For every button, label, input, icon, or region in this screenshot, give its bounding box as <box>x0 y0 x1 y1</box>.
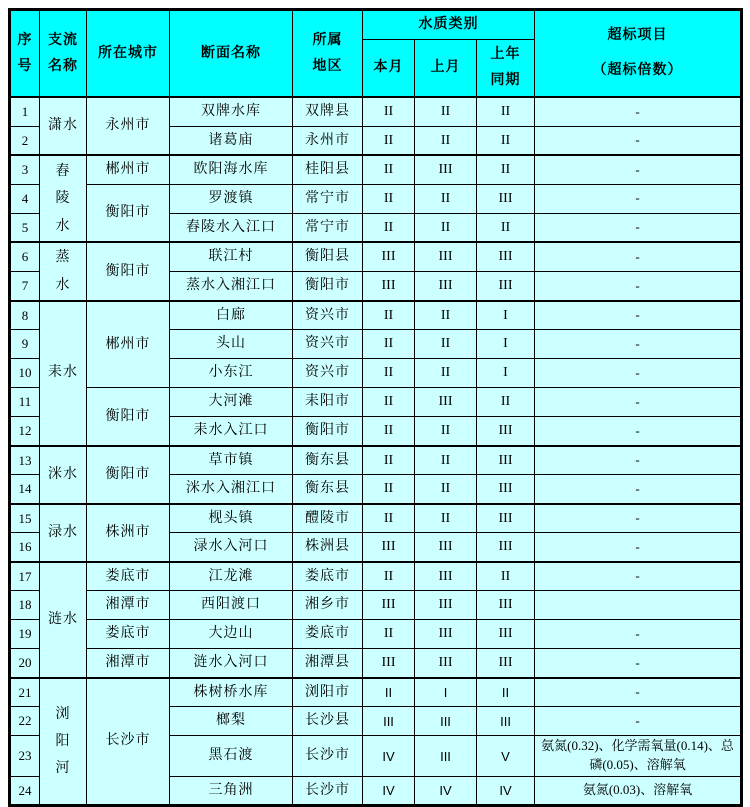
cell-quality-last-month: III <box>415 533 477 562</box>
cell-quality-last-year: III <box>477 184 535 213</box>
cell-seq: 24 <box>10 777 40 806</box>
cell-city: 衡阳市 <box>87 446 170 504</box>
cell-quality-last-year: IV <box>477 777 535 806</box>
cell-quality-this-month: III <box>363 707 415 736</box>
tributary-char: 河 <box>55 761 71 777</box>
cell-quality-this-month: IV <box>363 736 415 777</box>
cell-tributary <box>40 242 87 301</box>
cell-city: 郴州市 <box>87 301 170 388</box>
cell-region: 永州市 <box>293 126 363 155</box>
cell-city: 长沙市 <box>87 678 170 806</box>
cell-tributary: 涟水 <box>40 562 87 678</box>
cell-quality-last-year: III <box>477 649 535 678</box>
table-header <box>10 10 742 98</box>
cell-quality-this-month: III <box>363 649 415 678</box>
table-row <box>10 620 742 649</box>
header-quality-group: 水质类别 <box>363 10 535 40</box>
cell-region: 资兴市 <box>293 359 363 388</box>
tributary-char: 陵 <box>55 191 71 207</box>
cell-quality-last-year: V <box>477 736 535 777</box>
cell-seq: 6 <box>10 242 40 271</box>
cell-section: 草市镇 <box>170 446 293 475</box>
cell-section: 耒水入江口 <box>170 417 293 446</box>
table-row <box>10 242 742 271</box>
cell-seq: 2 <box>10 126 40 155</box>
cell-region: 长沙市 <box>293 777 363 806</box>
cell-quality-this-month: III <box>363 272 415 301</box>
cell-city: 湘潭市 <box>87 591 170 620</box>
cell-quality-last-year: I <box>477 301 535 330</box>
cell-city: 郴州市 <box>87 155 170 184</box>
cell-quality-this-month: II <box>363 446 415 475</box>
cell-quality-last-year: II <box>477 126 535 155</box>
table-row <box>10 446 742 475</box>
water-quality-table <box>8 8 743 807</box>
cell-exceed-items: - <box>535 359 742 388</box>
cell-seq: 7 <box>10 272 40 301</box>
cell-quality-this-month: II <box>363 678 415 707</box>
cell-quality-last-year: II <box>477 155 535 184</box>
cell-section: 白廊 <box>170 301 293 330</box>
cell-quality-last-month: III <box>415 242 477 271</box>
cell-quality-this-month: II <box>363 562 415 591</box>
cell-exceed-items: - <box>535 562 742 591</box>
cell-quality-last-year: III <box>477 446 535 475</box>
cell-seq: 21 <box>10 678 40 707</box>
header-exceed-line2: （超标倍数） <box>592 63 683 79</box>
cell-seq: 20 <box>10 649 40 678</box>
cell-region: 耒阳市 <box>293 388 363 417</box>
cell-quality-last-month: I <box>415 678 477 707</box>
cell-quality-last-month: III <box>415 272 477 301</box>
cell-section: 大边山 <box>170 620 293 649</box>
cell-quality-this-month: II <box>363 126 415 155</box>
cell-exceed-items: - <box>535 213 742 242</box>
cell-quality-this-month: III <box>363 591 415 620</box>
cell-quality-this-month: II <box>363 184 415 213</box>
tributary-char: 水 <box>55 277 71 293</box>
table-row <box>10 97 742 126</box>
cell-quality-last-month: II <box>415 475 477 504</box>
cell-seq: 16 <box>10 533 40 562</box>
cell-quality-last-month: II <box>415 359 477 388</box>
cell-seq: 4 <box>10 184 40 213</box>
cell-section: 大河滩 <box>170 388 293 417</box>
cell-quality-last-year: III <box>477 504 535 533</box>
cell-quality-last-month: III <box>415 620 477 649</box>
cell-quality-last-year: III <box>477 475 535 504</box>
tributary-char: 蒸 <box>55 250 71 266</box>
cell-region: 常宁市 <box>293 184 363 213</box>
cell-seq: 5 <box>10 213 40 242</box>
cell-city: 永州市 <box>87 97 170 155</box>
cell-region: 资兴市 <box>293 301 363 330</box>
cell-quality-last-year: III <box>477 417 535 446</box>
cell-city: 湘潭市 <box>87 649 170 678</box>
cell-city: 衡阳市 <box>87 242 170 301</box>
cell-region: 娄底市 <box>293 620 363 649</box>
cell-exceed-items: - <box>535 272 742 301</box>
cell-quality-last-year: I <box>477 359 535 388</box>
cell-exceed-items: - <box>535 388 742 417</box>
cell-region: 长沙县 <box>293 707 363 736</box>
cell-section: 蒸水入湘江口 <box>170 272 293 301</box>
cell-seq: 8 <box>10 301 40 330</box>
cell-quality-this-month: II <box>363 359 415 388</box>
cell-exceed-items: - <box>535 155 742 184</box>
cell-quality-this-month: II <box>363 620 415 649</box>
header-seq: 序号 <box>10 10 40 98</box>
cell-section: 小东江 <box>170 359 293 388</box>
cell-city: 株洲市 <box>87 504 170 562</box>
cell-city: 娄底市 <box>87 620 170 649</box>
cell-quality-last-month: III <box>415 649 477 678</box>
cell-section: 三角洲 <box>170 777 293 806</box>
header-exceed-line1: 超标项目 <box>607 28 668 44</box>
cell-quality-this-month: II <box>363 417 415 446</box>
cell-seq: 23 <box>10 736 40 777</box>
cell-quality-this-month: II <box>363 301 415 330</box>
cell-city: 衡阳市 <box>87 388 170 446</box>
cell-quality-last-year: III <box>477 242 535 271</box>
cell-quality-this-month: II <box>363 388 415 417</box>
tributary-char: 阳 <box>55 733 71 749</box>
cell-exceed-items: - <box>535 417 742 446</box>
cell-quality-last-year: III <box>477 272 535 301</box>
cell-seq: 17 <box>10 562 40 591</box>
cell-quality-last-month: II <box>415 126 477 155</box>
cell-exceed-items: - <box>535 707 742 736</box>
table-body <box>10 97 742 805</box>
cell-exceed-items: - <box>535 504 742 533</box>
cell-quality-last-year: III <box>477 707 535 736</box>
cell-region: 湘乡市 <box>293 591 363 620</box>
cell-quality-last-year: II <box>477 562 535 591</box>
cell-seq: 11 <box>10 388 40 417</box>
cell-city: 衡阳市 <box>87 184 170 242</box>
cell-city: 娄底市 <box>87 562 170 591</box>
cell-exceed-items: - <box>535 242 742 271</box>
cell-quality-last-year: III <box>477 591 535 620</box>
cell-section: 联江村 <box>170 242 293 271</box>
header-exceed <box>535 10 742 98</box>
cell-exceed-items: - <box>535 446 742 475</box>
cell-tributary <box>40 678 87 806</box>
cell-seq: 3 <box>10 155 40 184</box>
cell-section: 头山 <box>170 330 293 359</box>
cell-exceed-items: - <box>535 620 742 649</box>
cell-quality-this-month: III <box>363 242 415 271</box>
cell-quality-last-month: III <box>415 155 477 184</box>
cell-exceed-items: - <box>535 184 742 213</box>
cell-quality-this-month: II <box>363 213 415 242</box>
cell-quality-last-month: IV <box>415 777 477 806</box>
cell-exceed-items: - <box>535 97 742 126</box>
cell-section: 西阳渡口 <box>170 591 293 620</box>
cell-quality-last-year: III <box>477 620 535 649</box>
header-section: 断面名称 <box>170 10 293 98</box>
cell-quality-last-year: II <box>477 388 535 417</box>
cell-quality-last-month: II <box>415 97 477 126</box>
cell-exceed-items: - <box>535 330 742 359</box>
cell-region: 湘潭县 <box>293 649 363 678</box>
cell-quality-last-month: III <box>415 562 477 591</box>
cell-quality-last-year: I <box>477 330 535 359</box>
cell-quality-last-month: III <box>415 591 477 620</box>
cell-quality-this-month: III <box>363 533 415 562</box>
cell-section: 双牌水库 <box>170 97 293 126</box>
table-row <box>10 562 742 591</box>
cell-seq: 12 <box>10 417 40 446</box>
cell-quality-last-year: II <box>477 97 535 126</box>
cell-seq: 13 <box>10 446 40 475</box>
header-last-year-period: 上年同期 <box>477 39 535 97</box>
cell-region: 衡东县 <box>293 475 363 504</box>
cell-quality-last-month: III <box>415 736 477 777</box>
tributary-char: 舂 <box>55 163 71 179</box>
cell-quality-this-month: II <box>363 475 415 504</box>
cell-section: 渌水入河口 <box>170 533 293 562</box>
cell-region: 衡阳县 <box>293 242 363 271</box>
cell-section: 株树桥水库 <box>170 678 293 707</box>
cell-region: 浏阳市 <box>293 678 363 707</box>
cell-exceed-items: - <box>535 649 742 678</box>
cell-region: 娄底市 <box>293 562 363 591</box>
cell-exceed-items: - <box>535 533 742 562</box>
cell-exceed-items: - <box>535 475 742 504</box>
table-row <box>10 504 742 533</box>
cell-section: 枧头镇 <box>170 504 293 533</box>
header-tributary: 支流名称 <box>40 10 87 98</box>
cell-quality-this-month: II <box>363 155 415 184</box>
cell-region: 常宁市 <box>293 213 363 242</box>
cell-region: 醴陵市 <box>293 504 363 533</box>
cell-region: 双牌县 <box>293 97 363 126</box>
cell-region: 桂阳县 <box>293 155 363 184</box>
cell-quality-last-year: II <box>477 678 535 707</box>
table-row <box>10 155 742 184</box>
table-row <box>10 591 742 620</box>
cell-exceed-items: - <box>535 301 742 330</box>
table-row <box>10 388 742 417</box>
table-row <box>10 184 742 213</box>
cell-region: 株洲县 <box>293 533 363 562</box>
cell-seq: 9 <box>10 330 40 359</box>
cell-tributary <box>40 155 87 242</box>
cell-section: 榔梨 <box>170 707 293 736</box>
cell-region: 资兴市 <box>293 330 363 359</box>
cell-quality-this-month: II <box>363 97 415 126</box>
cell-seq: 18 <box>10 591 40 620</box>
cell-tributary: 洣水 <box>40 446 87 504</box>
cell-tributary: 渌水 <box>40 504 87 562</box>
cell-quality-this-month: II <box>363 330 415 359</box>
cell-section: 诸葛庙 <box>170 126 293 155</box>
cell-quality-this-month: II <box>363 504 415 533</box>
cell-quality-last-month: II <box>415 417 477 446</box>
cell-quality-last-month: II <box>415 330 477 359</box>
cell-section: 舂陵水入江口 <box>170 213 293 242</box>
header-row-top <box>10 10 742 40</box>
table-row <box>10 649 742 678</box>
table-row <box>10 301 742 330</box>
header-city: 所在城市 <box>87 10 170 98</box>
cell-seq: 15 <box>10 504 40 533</box>
cell-section: 江龙滩 <box>170 562 293 591</box>
cell-exceed-items: 氨氮(0.32)、化学需氧量(0.14)、总磷(0.05)、溶解氧 <box>535 736 742 777</box>
cell-seq: 19 <box>10 620 40 649</box>
cell-quality-last-month: III <box>415 707 477 736</box>
cell-quality-last-year: II <box>477 213 535 242</box>
cell-quality-last-month: II <box>415 184 477 213</box>
cell-region: 衡阳市 <box>293 417 363 446</box>
cell-quality-last-month: II <box>415 446 477 475</box>
cell-seq: 10 <box>10 359 40 388</box>
cell-region: 衡东县 <box>293 446 363 475</box>
cell-exceed-items: - <box>535 126 742 155</box>
cell-section: 洣水入湘江口 <box>170 475 293 504</box>
cell-region: 衡阳市 <box>293 272 363 301</box>
cell-exceed-items <box>535 591 742 620</box>
header-last-month: 上月 <box>415 39 477 97</box>
header-this-month: 本月 <box>363 39 415 97</box>
cell-quality-last-month: II <box>415 301 477 330</box>
cell-tributary: 耒水 <box>40 301 87 446</box>
cell-quality-this-month: IV <box>363 777 415 806</box>
cell-seq: 14 <box>10 475 40 504</box>
cell-seq: 1 <box>10 97 40 126</box>
cell-exceed-items: 氨氮(0.03)、溶解氧 <box>535 777 742 806</box>
table-row <box>10 678 742 707</box>
cell-section: 欧阳海水库 <box>170 155 293 184</box>
cell-section: 涟水入河口 <box>170 649 293 678</box>
cell-region: 长沙市 <box>293 736 363 777</box>
cell-quality-last-month: II <box>415 504 477 533</box>
cell-section: 黑石渡 <box>170 736 293 777</box>
cell-quality-last-month: III <box>415 388 477 417</box>
cell-quality-last-month: II <box>415 213 477 242</box>
cell-exceed-items: - <box>535 678 742 707</box>
cell-tributary: 潇水 <box>40 97 87 155</box>
tributary-char: 水 <box>55 218 71 234</box>
cell-quality-last-year: III <box>477 533 535 562</box>
tributary-char: 浏 <box>55 706 71 722</box>
cell-seq: 22 <box>10 707 40 736</box>
cell-section: 罗渡镇 <box>170 184 293 213</box>
header-region: 所属地区 <box>293 10 363 98</box>
